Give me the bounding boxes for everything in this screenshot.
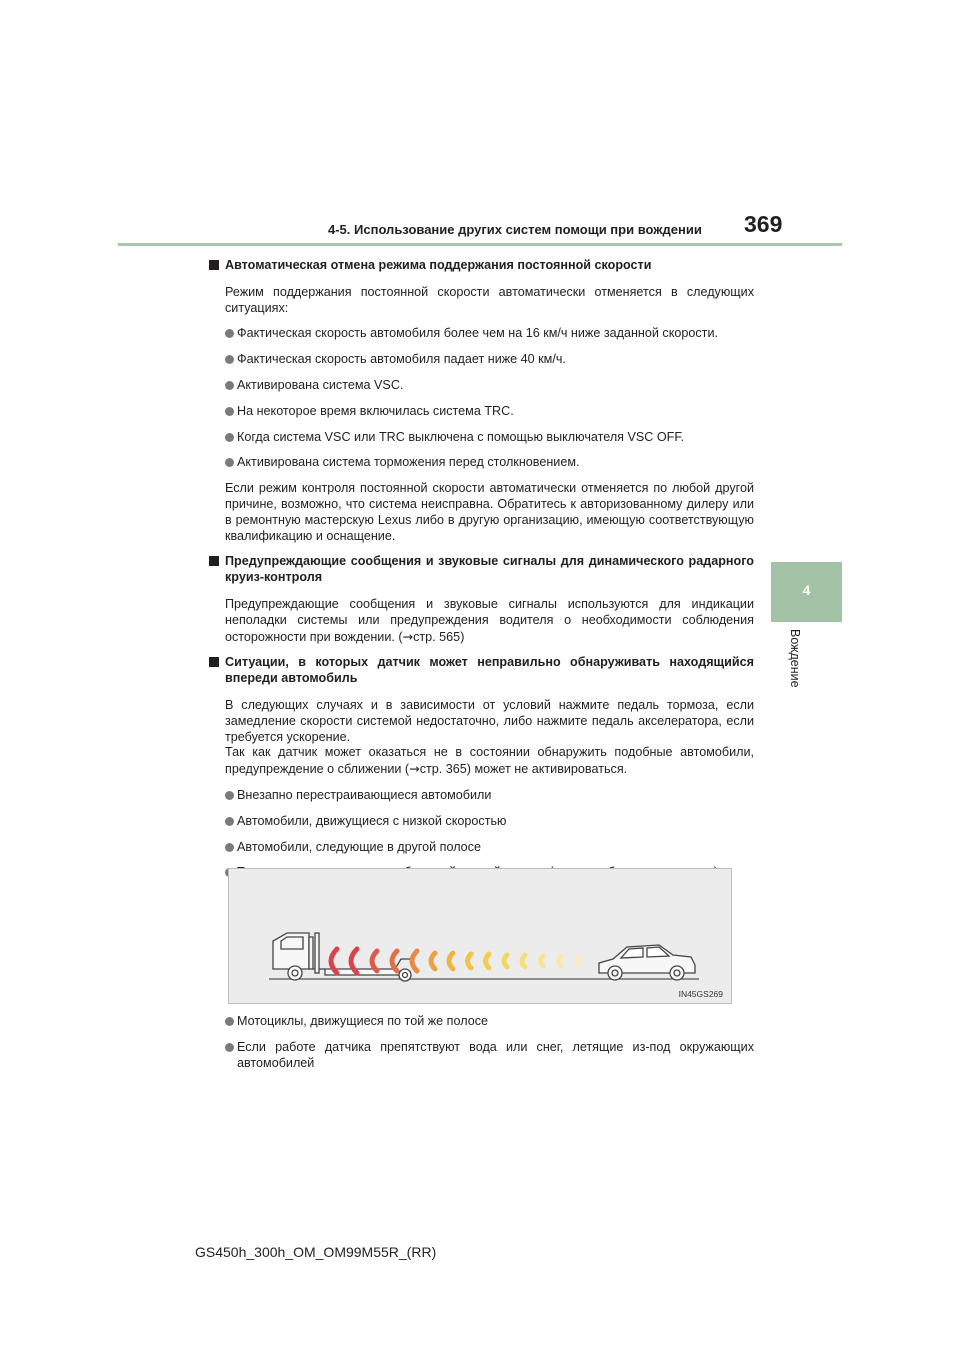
list-item-text: Фактическая скорость автомобиля падает ниже 40 км/ч. <box>237 352 566 367</box>
document-code: GS450h_300h_OM_OM99M55R_(RR) <box>195 1244 437 1260</box>
list-item <box>225 326 754 342</box>
list-item-text: На некоторое время включилась система TRC. <box>237 403 514 418</box>
list-item-text: Если работе датчика препятствуют вода или снег, летящие из-под окружающих автомобилей <box>237 1039 754 1070</box>
list-item <box>225 378 754 394</box>
list-item <box>225 455 754 471</box>
square-bullet-icon <box>209 556 219 566</box>
heading-text: Ситуации, в которых датчик может неправильно обнаруживать находящийся впереди автомобиль <box>225 655 754 686</box>
list-item-text: Мотоциклы, движущиеся по той же полосе <box>237 1014 488 1028</box>
list-item <box>225 814 754 830</box>
car-icon <box>599 945 695 980</box>
header-rule <box>118 243 842 246</box>
list-item <box>225 1040 754 1072</box>
circle-bullet-icon <box>225 381 234 390</box>
circle-bullet-icon <box>225 355 234 364</box>
chapter-number: 4 <box>802 582 811 598</box>
section-title: 4-5. Использование других систем помощи при вождении <box>328 222 702 237</box>
section-heading-auto-cancel <box>209 258 754 274</box>
list-item-text: Фактическая скорость автомобиля более чем на 16 км/ч ниже заданной скорости. <box>237 326 718 341</box>
paragraph: Режим поддержания постоянной скорости автоматически отменяется в следующих ситуациях: <box>225 284 754 315</box>
paragraph-text: Предупреждающие сообщения и звуковые сигналы используются для индикации неполадки системы или предупреждения водителя о необходимости соблюдения осторожности при вождении. ( <box>225 596 754 644</box>
paragraph: Если режим контроля постоянной скорости автоматически отменяется по любой другой причине, возможно, что система неисправна. Обратитесь к авторизованному дилеру или в ремонтную мастерскую Lexus либо в другую организацию, имеющую соответствующую квалификацию и оснащение. <box>225 481 754 543</box>
paragraph-text <box>225 745 754 778</box>
circle-bullet-icon <box>225 1043 234 1052</box>
circle-bullet-icon <box>225 791 234 800</box>
circle-bullet-icon <box>225 407 234 416</box>
section-heading-warnings <box>209 554 754 586</box>
after-figure-list <box>209 1014 754 1081</box>
figure-id: IN45GS269 <box>678 989 723 999</box>
list-item-text: Когда система VSC или TRC выключена с помощью выключателя VSC OFF. <box>237 429 685 444</box>
page-reference: стр. 365) может не активироваться. <box>419 762 628 777</box>
list-item <box>225 788 754 804</box>
page-reference: стр. 565) <box>413 629 465 644</box>
main-content <box>209 258 754 891</box>
chapter-label: Вождение <box>788 629 802 688</box>
arrow-icon: → <box>409 761 420 777</box>
circle-bullet-icon <box>225 817 234 826</box>
list-item-text: Автомобили, следующие в другой полосе <box>237 839 481 854</box>
list-item <box>225 430 754 446</box>
paragraph <box>225 698 754 778</box>
list-item-text: Активирована система торможения перед столкновением. <box>237 455 580 470</box>
section-heading-sensor-situations <box>209 655 754 687</box>
page-number: 369 <box>744 211 783 237</box>
circle-bullet-icon <box>225 843 234 852</box>
illustration-radar-truck-trailer <box>228 868 732 1004</box>
circle-bullet-icon <box>225 433 234 442</box>
heading-text: Предупреждающие сообщения и звуковые сигналы для динамического радарного круиз-контроля <box>225 554 754 585</box>
illustration-drawing <box>229 869 731 1003</box>
arrow-icon: → <box>402 628 414 644</box>
list-item <box>225 404 754 420</box>
paragraph-text: В следующих случаях и в зависимости от условий нажмите педаль тормоза, если замедление скорости системой недостаточно, либо нажмите педаль акселератора, если требуется ускорение. <box>225 697 754 744</box>
paragraph-text-part: Так как датчик может оказаться не в состоянии обнаружить подобные автомобили, предупреждение о сближении ( <box>225 745 754 777</box>
chapter-tab <box>771 562 842 622</box>
list-item-text: Активирована система VSC. <box>237 377 404 392</box>
list-item <box>225 1014 754 1030</box>
list-item-text: Внезапно перестраивающиеся автомобили <box>237 787 492 802</box>
heading-text: Автоматическая отмена режима поддержания постоянной скорости <box>225 258 652 272</box>
square-bullet-icon <box>209 657 219 667</box>
list-item-text: Автомобили, движущиеся с низкой скоростью <box>237 813 507 828</box>
circle-bullet-icon <box>225 1017 234 1026</box>
paragraph <box>225 597 754 645</box>
list-item <box>225 840 754 856</box>
circle-bullet-icon <box>225 329 234 338</box>
circle-bullet-icon <box>225 458 234 467</box>
list-item <box>225 352 754 368</box>
square-bullet-icon <box>209 260 219 270</box>
